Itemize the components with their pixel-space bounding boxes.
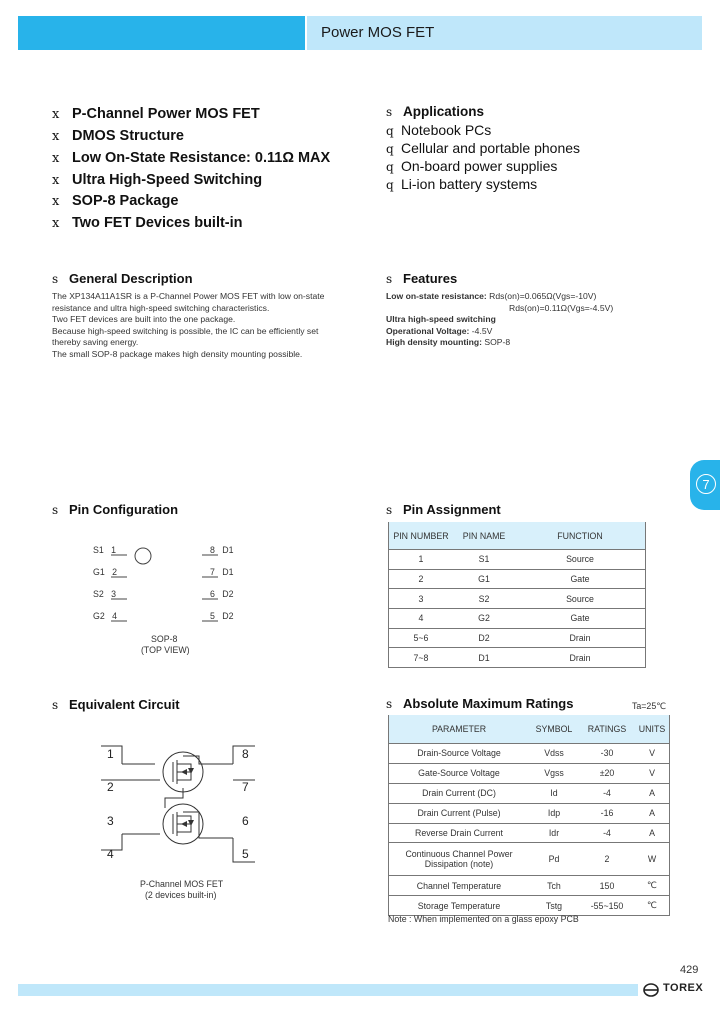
brand-name: TOREX [663, 982, 704, 994]
x-bullet: x [52, 107, 60, 122]
footer-bar [18, 984, 638, 996]
x-bullet: x [52, 216, 60, 231]
q-bullet: q [386, 142, 394, 156]
page-number: 429 [680, 964, 699, 976]
equivalent-circuit-diagram [95, 738, 265, 873]
table-row: Reverse Drain Current Idr -4 A [389, 823, 670, 843]
arrow-icon [181, 821, 187, 827]
page-title: Power MOS FET [321, 24, 435, 41]
circuit-caption: (2 devices built-in) [145, 890, 217, 900]
torex-logo-icon [643, 983, 659, 997]
feature-row: Ultra high-speed switching [386, 314, 496, 325]
table-row: 7~8 D1 Drain [389, 648, 646, 668]
absolute-max-ratings-table [388, 715, 670, 916]
pin-label-left: S1 1 [93, 545, 117, 555]
q-bullet: q [386, 178, 394, 192]
application-item: q Li-ion battery systems [386, 176, 538, 192]
circuit-caption: P-Channel MOS FET [140, 879, 224, 889]
absolute-max-ratings-heading: s Absolute Maximum Ratings [386, 696, 574, 711]
section-bullet: s [386, 272, 393, 286]
equivalent-circuit-heading: s Equivalent Circuit [52, 697, 180, 712]
feature-row: High density mounting: SOP-8 [386, 337, 511, 348]
feature-row: Operational Voltage: -4.5V [386, 325, 493, 336]
pin-label-right: 8 D1 [210, 545, 234, 555]
table-row: 1 S1 Source [389, 550, 646, 570]
product-feature: x Two FET Devices built-in [52, 215, 243, 231]
x-bullet: x [52, 173, 60, 188]
product-feature: x DMOS Structure [52, 128, 184, 144]
pin-label-left: G1 2 [93, 567, 117, 577]
application-item: q On-board power supplies [386, 158, 558, 174]
pin-assignment-table [388, 522, 646, 668]
feature-row: Low on-state resistance: Rds(on)=0.065Ω(Vgs=-10V) [386, 291, 597, 301]
circuit-pin-number: 1 [107, 747, 114, 761]
table-row: 3 S2 Source [389, 589, 646, 609]
feature-row: Rds(on)=0.11Ω(Vgs=-4.5V) [509, 302, 614, 313]
table-row: Gate-Source Voltage Vgss ±20 V [389, 763, 670, 783]
general-description-heading: s General Description [52, 271, 193, 286]
section-bullet: s [52, 272, 59, 286]
table-row: Storage Temperature Tstg -55~150 ℃ [389, 896, 670, 916]
application-item: q Notebook PCs [386, 122, 492, 138]
pin1-marker [135, 548, 151, 564]
chapter-number: 7 [696, 474, 716, 494]
table-row: Continuous Channel Power Dissipation (note) Pd 2 W [389, 843, 670, 876]
section-bullet: s [386, 697, 393, 711]
table-row: Channel Temperature Tch 150 ℃ [389, 876, 670, 896]
table-header-row: PARAMETER SYMBOL RATINGS UNITS [389, 715, 670, 744]
q-bullet: q [386, 160, 394, 174]
circuit-pin-number: 7 [242, 780, 249, 794]
table-row: Drain-Source Voltage Vdss -30 V [389, 744, 670, 764]
circuit-pin-number: 2 [107, 780, 114, 794]
wire [165, 788, 183, 808]
table-row: 2 G1 Gate [389, 569, 646, 589]
circuit-pin-number: 5 [242, 847, 249, 861]
product-feature: x P-Channel Power MOS FET [52, 106, 260, 122]
section-bullet: s [386, 503, 393, 517]
general-description-text: The XP134A11A1SR is a P-Channel Power MOS FET with low on-state resistance and ultra high-speed switching characteristics. Two FET devices are built into the one package. Because high-speed switching is possible, the IC can be efficiently set thereby saving energy. The small SOP-8 package makes high density mounting possible. [52, 291, 325, 359]
x-bullet: x [52, 129, 60, 144]
section-bullet: s [386, 105, 393, 119]
diode-icon [188, 820, 194, 826]
product-feature: x Ultra High-Speed Switching [52, 172, 263, 188]
product-feature: x SOP-8 Package [52, 193, 179, 209]
diode-icon [188, 768, 194, 774]
arrow-icon [181, 769, 187, 775]
section-bullet: s [52, 698, 59, 712]
table-row: 4 G2 Gate [389, 609, 646, 629]
pin-label-right: 5 D2 [210, 611, 234, 621]
application-item: q Cellular and portable phones [386, 140, 581, 156]
pin-label-left: S2 3 [93, 589, 117, 599]
x-bullet: x [52, 194, 60, 209]
features-list [386, 291, 686, 349]
package-label: SOP-8 [151, 634, 178, 644]
header-bar-left [18, 16, 305, 50]
ratings-note: Note : When implemented on a glass epoxy PCB [388, 914, 579, 924]
table-row: Drain Current (Pulse) Idp -16 A [389, 803, 670, 823]
circuit-pin-number: 4 [107, 847, 114, 861]
wire [183, 756, 233, 764]
circuit-pin-number: 3 [107, 814, 114, 828]
view-label: (TOP VIEW) [141, 645, 190, 655]
q-bullet: q [386, 124, 394, 138]
ratings-condition: Ta=25℃ [632, 701, 667, 711]
x-bullet: x [52, 151, 60, 166]
table-row: Drain Current (DC) Id -4 A [389, 783, 670, 803]
table-row: 5~6 D2 Drain [389, 628, 646, 648]
product-feature: x Low On-State Resistance: 0.11Ω MAX [52, 150, 331, 166]
pin-label-right: 7 D1 [210, 567, 234, 577]
circuit-pin-number: 8 [242, 747, 249, 761]
pin-assignment-heading: s Pin Assignment [386, 502, 501, 517]
circuit-pin-number: 6 [242, 814, 249, 828]
pin-label-left: G2 4 [93, 611, 117, 621]
pin-label-right: 6 D2 [210, 589, 234, 599]
table-header-row: PIN NUMBER PIN NAME FUNCTION [389, 522, 646, 550]
pin-configuration-heading: s Pin Configuration [52, 502, 179, 517]
section-bullet: s [52, 503, 59, 517]
applications-heading: s Applications [386, 104, 485, 119]
features-heading: s Features [386, 271, 458, 286]
